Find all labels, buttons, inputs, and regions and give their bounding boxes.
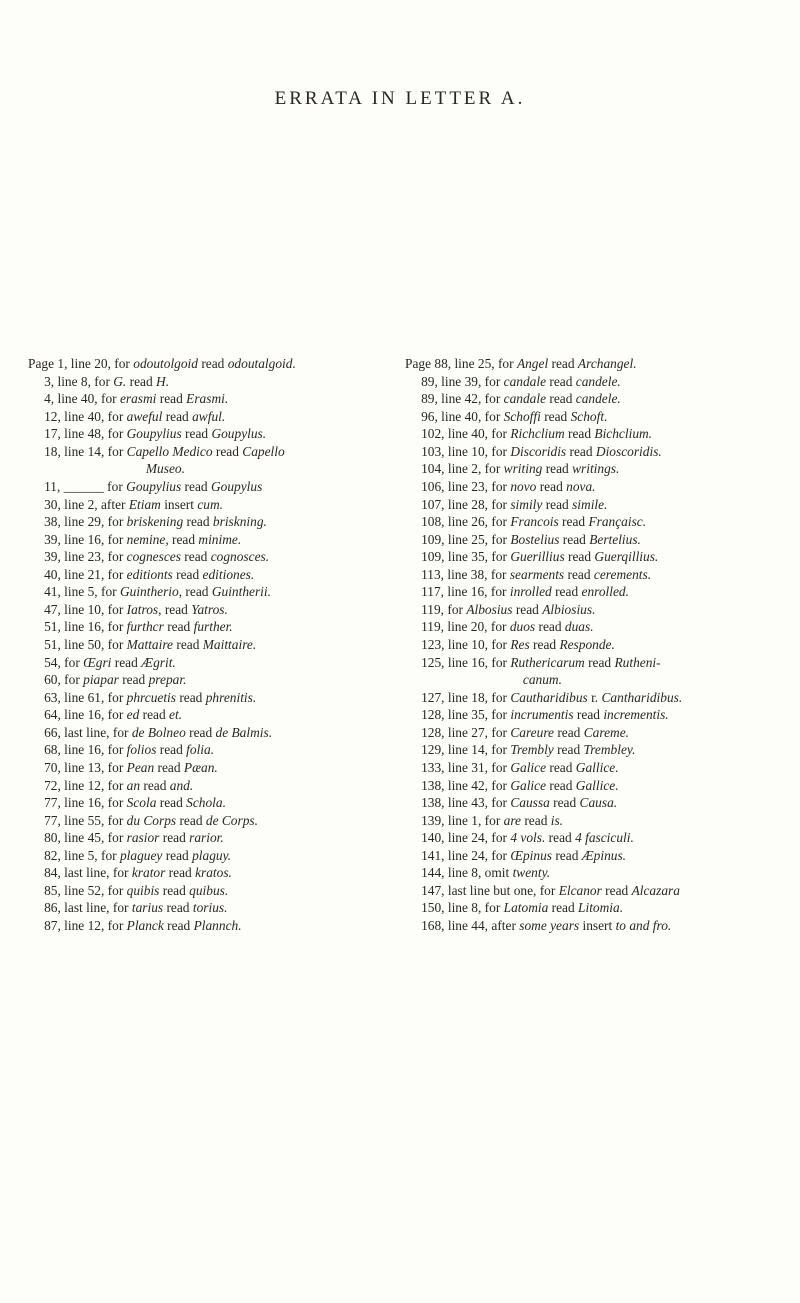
errata-entry: 30, line 2, after Etiam insert cum. [44,496,223,512]
errata-entry: 129, line 14, for Trembly read Trembley. [421,742,636,758]
errata-entry: 77, line 55, for du Corps read de Corps. [44,812,258,828]
errata-entry: 82, line 5, for plaguey read plaguy. [44,847,232,863]
errata-entry: 96, line 40, for Schoffi read Schoft. [421,408,608,424]
errata-entry: 108, line 26, for Francois read Françaisc. [421,514,647,530]
errata-entry: 11, ______ for Goupylius read Goupylus [44,478,263,494]
errata-entry: 3, line 8, for G. read H. [44,373,170,389]
errata-entry: Page 88, line 25, for Angel read Archangel. [405,356,637,371]
errata-entry: 107, line 28, for simily read simile. [421,496,608,512]
errata-entry: 150, line 8, for Latomia read Litomia. [421,900,624,916]
errata-entry: 109, line 35, for Guerillius read Guerqillius. [421,549,659,565]
errata-entry: 127, line 18, for Cautharidibus r. Cantharidibus. [421,689,683,705]
errata-entry: 72, line 12, for an read and. [44,777,194,793]
errata-entry: 123, line 10, for Res read Responde. [421,637,615,652]
errata-entry: 39, line 16, for nemine, read minime. [44,531,242,547]
errata-entry: 51, line 16, for furthcr read further. [44,619,233,635]
errata-entry: 84, last line, for krator read kratos. [44,865,232,881]
errata-entry: 86, last line, for tarius read torius. [44,900,228,916]
errata-entry: 119, for Albosius read Albiosius. [421,601,596,617]
errata-entry: 125, line 16, for Ruthericarum read Rutheni- canum. [405,654,790,689]
errata-entry: 54, for Œgri read Ægrit. [44,654,176,670]
errata-entry: 41, line 5, for Guintherio, read Guintherii. [44,584,271,600]
errata-entry: 168, line 44, after some years insert to and fro. [421,918,672,933]
errata-continuation: canum. [522,672,562,688]
errata-right-column [405,355,790,935]
errata-entry: 40, line 21, for editionts read editiones. [44,566,255,582]
errata-entry: 113, line 38, for searments read cerements. [421,566,652,582]
errata-entry: 133, line 31, for Galice read Gallice. [421,759,619,775]
errata-entry: 102, line 40, for Richclium read Bichclium. [421,426,653,442]
errata-entry: 103, line 10, for Discoridis read Dioscoridis. [421,443,662,459]
errata-entry: 17, line 48, for Goupylius read Goupylus. [44,426,267,442]
errata-entry: 117, line 16, for inrolled read enrolled. [421,584,629,600]
errata-entry: Page 1, line 20, for odoutolgoid read odoutalgoid. [28,356,296,371]
errata-entry: 12, line 40, for aweful read awful. [44,408,226,424]
errata-entry: 138, line 42, for Galice read Gallice. [421,777,619,793]
errata-entry: 4, line 40, for erasmi read Erasmi. [44,391,229,407]
errata-entry: 119, line 20, for duos read duas. [421,619,594,635]
errata-entry: 70, line 13, for Pean read Pæan. [44,759,218,775]
errata-entry: 144, line 8, omit twenty. [421,865,551,881]
page-title: ERRATA IN LETTER A. [274,88,526,109]
errata-continuation: Museo. [145,461,185,477]
errata-entry: 66, last line, for de Bolneo read de Balmis. [44,724,273,740]
errata-entry: 77, line 16, for Scola read Schola. [44,795,226,811]
errata-entry: 39, line 23, for cognesces read cognosces. [44,549,270,565]
errata-entry: 68, line 16, for folios read folia. [44,742,215,758]
errata-entry: 140, line 24, for 4 vols. read 4 fasciculi. [421,830,634,846]
errata-left-column [28,355,413,935]
errata-entry: 80, line 45, for rasior read rarior. [44,830,224,846]
errata-entry: 63, line 61, for phrcuetis read phrenitis. [44,689,257,705]
errata-entry: 138, line 43, for Caussa read Causa. [421,795,618,811]
errata-entry: 47, line 10, for Iatros, read Yatros. [44,601,228,617]
errata-entry: 147, last line but one, for Elcanor read Alcazara [421,882,680,898]
errata-entry: 106, line 23, for novo read nova. [421,478,596,494]
errata-entry: 64, line 16, for ed read et. [44,707,183,723]
errata-entry: 51, line 50, for Mattaire read Maittaire. [44,637,257,652]
errata-entry: 87, line 12, for Planck read Plannch. [44,918,242,933]
errata-entry: 128, line 27, for Careure read Careme. [421,724,629,740]
errata-entry: 141, line 24, for Œpinus read Æpinus. [421,847,627,863]
errata-entry: 89, line 42, for candale read candele. [421,391,621,407]
errata-entry: 85, line 52, for quibis read quibus. [44,882,229,898]
errata-entry: 109, line 25, for Bostelius read Bertelius. [421,531,641,547]
errata-entry: 38, line 29, for briskening read briskning. [44,514,267,530]
errata-entry: 139, line 1, for are read is. [421,812,564,828]
errata-entry: 18, line 14, for Capello Medico read Capello Museo. [28,443,413,478]
errata-entry: 104, line 2, for writing read writings. [421,461,620,477]
errata-entry: 128, line 35, for incrumentis read incrementis. [421,707,669,723]
errata-entry: 60, for piapar read prepar. [44,672,187,688]
errata-entry: 89, line 39, for candale read candele. [421,373,621,389]
